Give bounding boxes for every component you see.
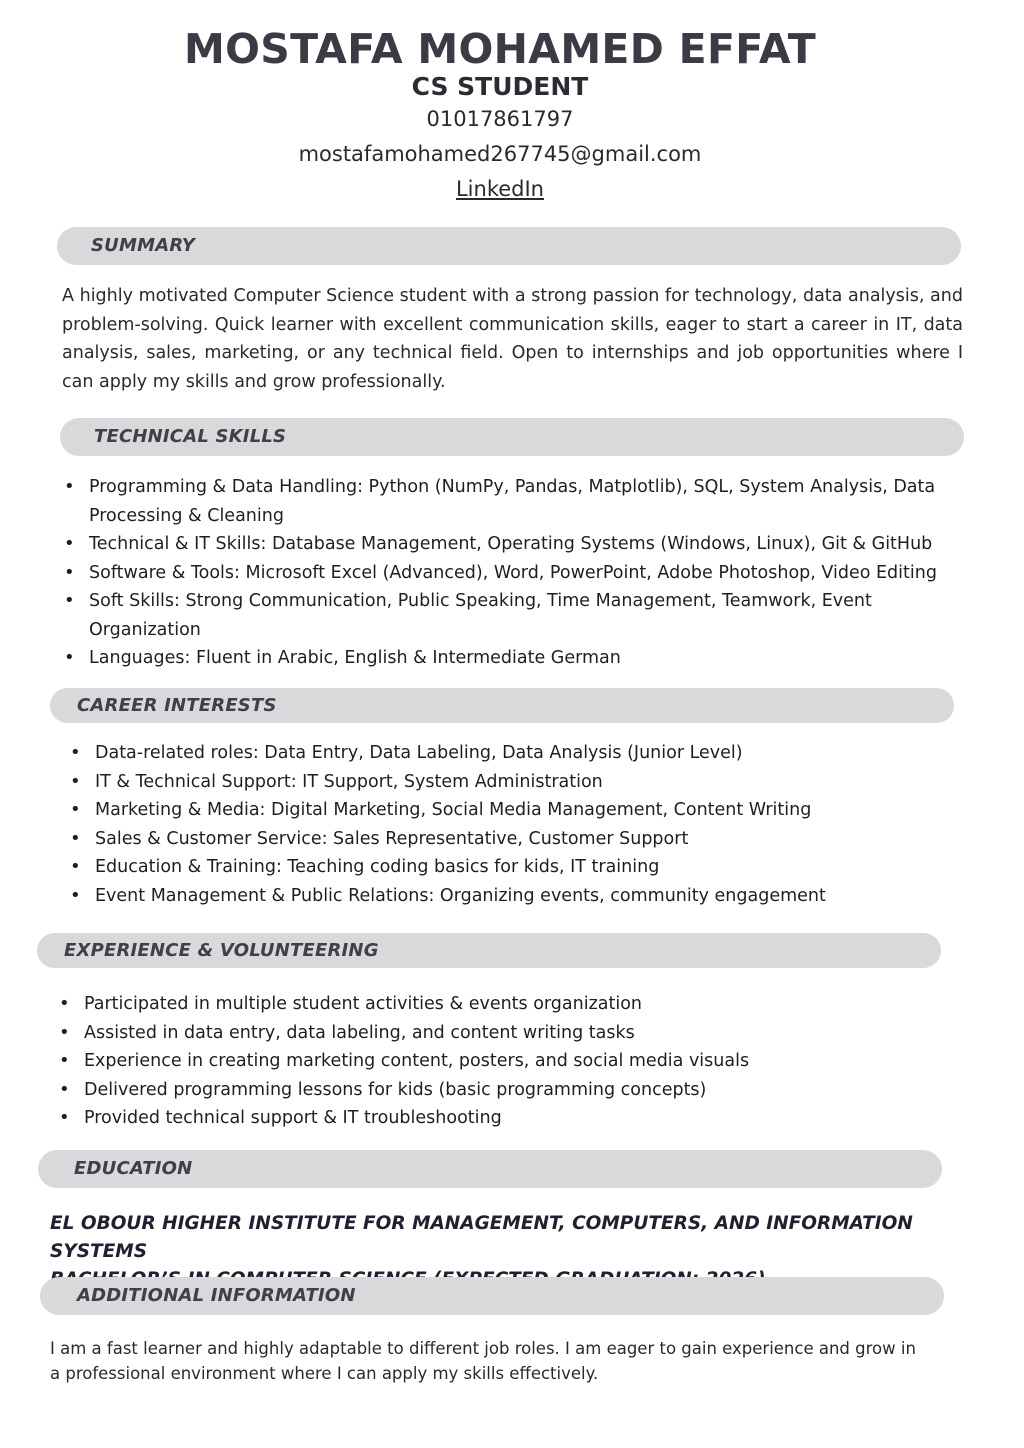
candidate-name: MOSTAFA MOHAMED EFFAT [184,25,816,73]
candidate-title: CS STUDENT [411,72,589,101]
list-item: • IT & Technical Support: IT Support, System Administration [68,768,968,797]
list-item: • Provided technical support & IT troubleshooting [57,1104,957,1133]
list-item: • Data-related roles: Data Entry, Data Labeling, Data Analysis (Junior Level) [68,739,968,768]
section-header-education: EDUCATION [38,1150,942,1188]
section-header-technical-skills: TECHNICAL SKILLS [60,418,964,456]
phone-number: 01017861797 [426,107,574,131]
resume-header [0,22,1000,207]
list-item: • Participated in multiple student activities & events organization [57,990,957,1019]
career-interests-list [68,739,968,910]
list-item: • Programming & Data Handling: Python (NumPy, Pandas, Matplotlib), SQL, System Analysis, Data Processing & Cleaning [62,473,977,530]
additional-info-text: I am a fast learner and highly adaptable to different job roles. I am eager to gain experience and grow in a professional environment where I can apply my skills effectively. [50,1339,916,1383]
email-address: mostafamohamed267745@gmail.com [298,142,702,166]
section-header-career-interests: CAREER INTERESTS [50,688,954,723]
linkedin-link[interactable]: LinkedIn [455,177,544,201]
list-item: • Software & Tools: Microsoft Excel (Advanced), Word, PowerPoint, Adobe Photoshop, Video Editing [62,559,977,588]
list-item: • Soft Skills: Strong Communication, Public Speaking, Time Management, Teamwork, Event Organization [62,587,977,644]
list-item: • Sales & Customer Service: Sales Representative, Customer Support [68,825,968,854]
section-header-additional-info: ADDITIONAL INFORMATION [40,1277,944,1315]
list-item: • Marketing & Media: Digital Marketing, Social Media Management, Content Writing [68,796,968,825]
section-header-summary: SUMMARY [57,227,961,265]
list-item: • Education & Training: Teaching coding basics for kids, IT training [68,853,968,882]
list-item: • Technical & IT Skills: Database Management, Operating Systems (Windows, Linux), Git & GitHub [62,530,977,559]
experience-list [57,990,957,1133]
institution-name: EL OBOUR HIGHER INSTITUTE FOR MANAGEMENT, COMPUTERS, AND INFORMATION SYSTEMS [50,1213,913,1262]
list-item: • Delivered programming lessons for kids (basic programming concepts) [57,1076,957,1105]
list-item: • Languages: Fluent in Arabic, English & Intermediate German [62,644,977,673]
section-header-experience: EXPERIENCE & VOLUNTEERING [37,933,941,968]
list-item: • Experience in creating marketing content, posters, and social media visuals [57,1047,957,1076]
summary-text: A highly motivated Computer Science student with a strong passion for technology, data analysis, and problem-solving. Quick learner with excellent communication skills, eager to start a career in IT, data analysis, sales, marketing, or any technical field. Open to internships and job opportunities where I can apply my skills and grow professionally. [62,286,963,392]
technical-skills-list [62,473,977,673]
list-item: • Assisted in data entry, data labeling, and content writing tasks [57,1019,957,1048]
list-item: • Event Management & Public Relations: Organizing events, community engagement [68,882,968,911]
